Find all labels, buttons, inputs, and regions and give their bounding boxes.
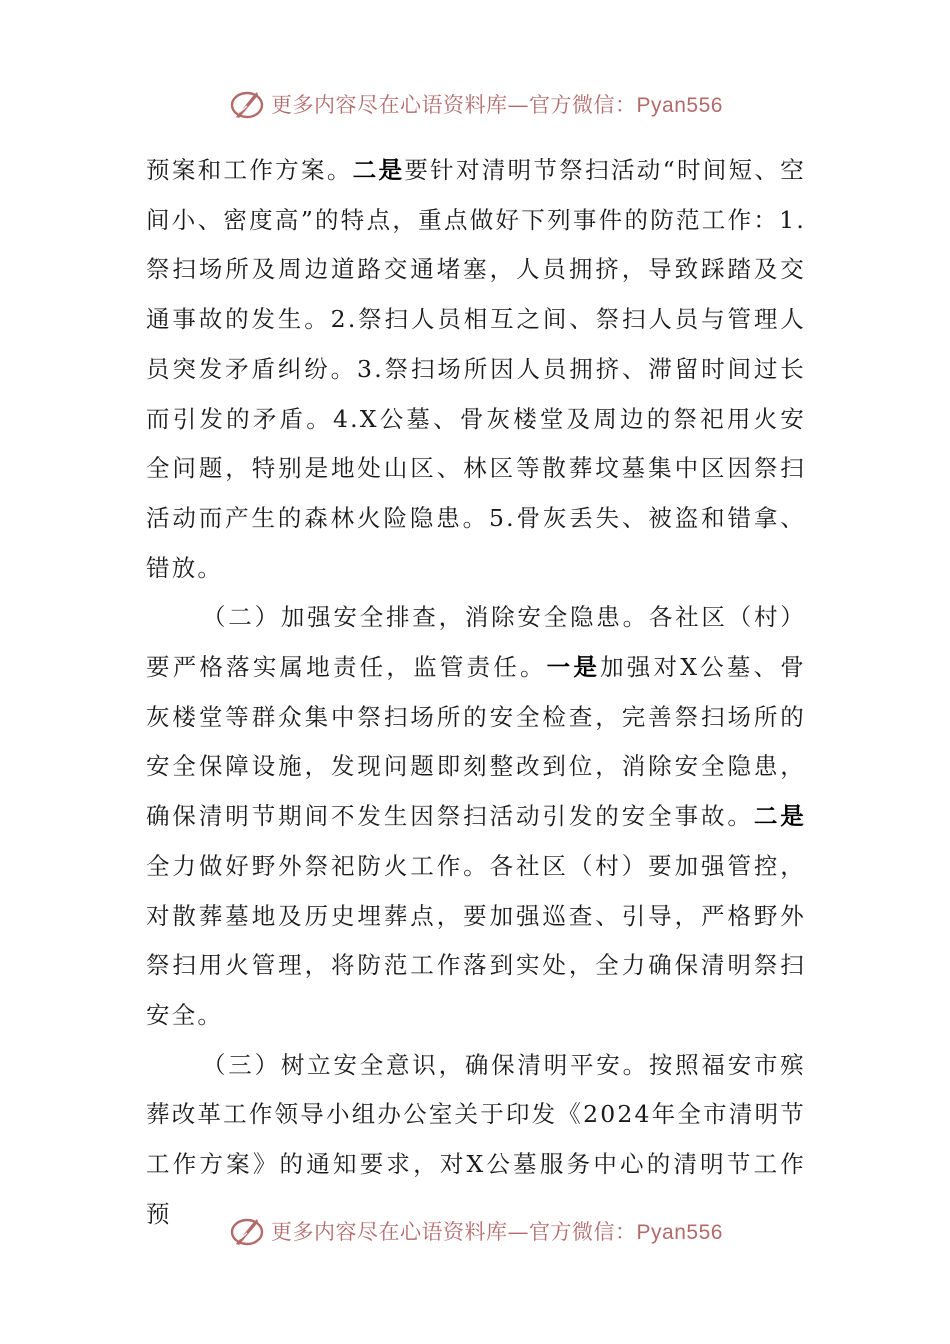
bold-run: 二是 bbox=[753, 802, 806, 831]
header-watermark bbox=[0, 84, 950, 124]
text-run: 加强对X公墓、骨灰楼堂等群众集中祭扫场所的安全检查，完善祭扫场所的安全保障设施，发现问题即刻整改到位，消除安全隐患，确保清明节期间不发生因祭扫活动引发的安全事故。 bbox=[146, 653, 806, 831]
pen-quill-logo-icon bbox=[227, 84, 267, 124]
bold-run: 二是 bbox=[352, 156, 405, 184]
text-run: （二）加强安全排查，消除安全隐患。各社区（村）要严格落实属地责任，监管责任。 bbox=[146, 603, 806, 682]
watermark-text: 更多内容尽在心语资料库—官方微信：Pyan556 bbox=[271, 93, 723, 117]
text-run: 全力做好野外祭祀防火工作。各社区（村）要加强管控，对散葬墓地及历史埋葬点，要加强巡查、引导，严格野外祭扫用火管理，将防范工作落到实处，全力确保清明祭扫安全。 bbox=[146, 851, 806, 1029]
paragraph bbox=[146, 593, 806, 1040]
text-run: 要针对清明节祭扫活动“时间短、空间小、密度高”的特点，重点做好下列事件的防范工作：1.祭扫场所及周边道路交通堵塞，人员拥挤，导致踩踏及交通事故的发生。2.祭扫人员相互之间、祭扫人员与管理人员突发矛盾纠纷。3.祭扫场所因人员拥挤、滞留时间过长而引发的矛盾。4.X公墓、骨灰楼堂及周边的祭祀用火安全问题，特别是地处山区、林区等散葬坟墓集中区因祭扫活动而产生的森林火险隐患。5.骨灰丢失、被盗和错拿、错放。 bbox=[146, 156, 807, 582]
text-run: （三）树立安全意识，确保清明平安。按照福安市殡葬改革工作领导小组办公室关于印发《2024年全市清明节工作方案》的通知要求，对X公墓服务中心的清明节工作预 bbox=[146, 1050, 806, 1228]
paragraph bbox=[146, 146, 806, 593]
text-run: 预案和工作方案。 bbox=[146, 156, 353, 184]
watermark-text: 更多内容尽在心语资料库—官方微信：Pyan556 bbox=[271, 1220, 723, 1244]
document-body bbox=[146, 146, 806, 1239]
footer-watermark bbox=[0, 1211, 950, 1251]
bold-run: 一是 bbox=[546, 653, 601, 682]
pen-quill-logo-icon bbox=[227, 1211, 267, 1251]
paragraph bbox=[146, 1041, 806, 1240]
